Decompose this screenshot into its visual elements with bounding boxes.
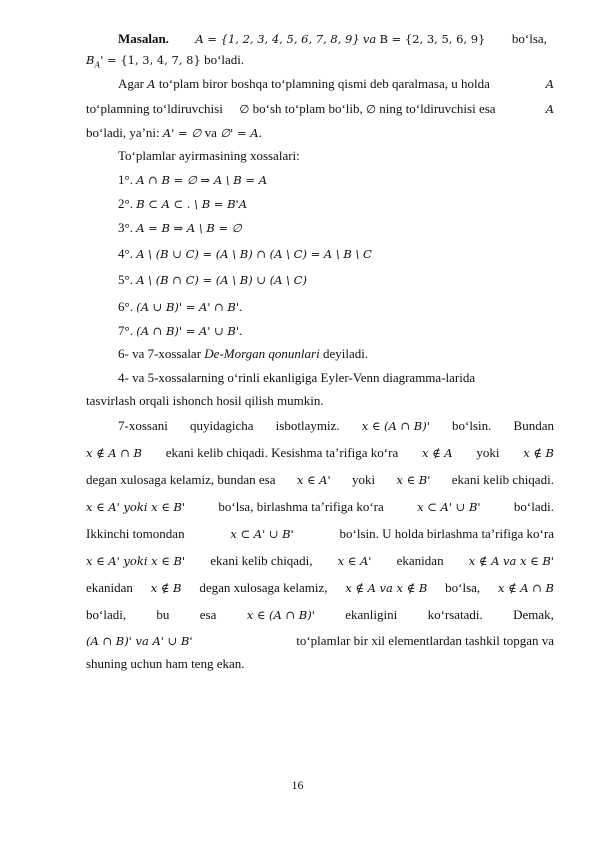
properties-heading: To‘plamlar ayirmasining xossalari:	[118, 148, 300, 163]
complement-line	[86, 52, 554, 73]
property-2: 2°. B ⊂ A ⊂ . \ B = B'A	[118, 196, 248, 211]
set-a-formula: A = {1, 2, 3, 4, 5, 6, 7, 8, 9}	[195, 32, 360, 46]
proof-line-6: x ∈ A' yoki x ∈ B' ekani kelib chiqadi, x ∈ A' ekanidan x ∉ A va x ∈ B'	[86, 553, 554, 568]
empty-set-symbol: ∅	[239, 102, 250, 116]
property-6: 6°. (A ∪ B)' = A' ∩ B'.	[118, 299, 243, 314]
proof-line-8: bo‘ladi, bu esa x ∈ (A ∩ B)' ekanligini ko‘rsatadi. Demak,	[86, 607, 554, 622]
demorgan-line: 6- va 7-xossalar De-Morgan qonunlari deyiladi.	[118, 346, 369, 361]
agar-line-3: bo‘ladi, ya’ni: A' = ∅ va ∅' = A.	[86, 125, 262, 140]
property-5: 5°. A \ (B ∩ C) = (A \ B) ∪ (A \ C)	[118, 272, 307, 287]
set-b-formula: B = {2, 3, 5, 6, 9}	[379, 32, 486, 46]
proof-line-10: shuning uchun ham teng ekan.	[86, 656, 245, 671]
property-4: 4°. A \ (B ∪ C) = (A \ B) ∩ (A \ C) = A \ B \ C	[118, 246, 372, 261]
proof-line-9: (A ∩ B)' va A' ∪ B' to‘plamlar bir xil elementlardan tashkil topgan va	[86, 633, 554, 648]
demorgan-name: De-Morgan qonunlari	[204, 346, 320, 361]
agar-line-1: Agar A to‘plam biror boshqa to‘plamning qismi deb qaralmasa, u holda A	[118, 76, 554, 91]
bolsa-word: bo‘lsa,	[511, 31, 547, 46]
boladi-word: bo‘ladi.	[204, 52, 245, 67]
proof-line-1: 7-xossani quyidagicha isbotlaymiz. x ∈ (A ∩ B)' bo‘lsin. Bundan	[118, 418, 554, 433]
proof-line-5: Ikkinchi tomondan x ⊂ A' ∪ B' bo‘lsin. U holda birlashma ta’rifiga ko‘ra	[86, 526, 554, 541]
proof-line-4: x ∈ A' yoki x ∈ B' bo‘lsa, birlashma ta’rifiga ko‘ra x ⊂ A' ∪ B' bo‘ladi.	[86, 499, 554, 514]
complement-formula: $B_A' = \{1$, 3, 4, 7, 8}	[86, 53, 201, 70]
venn-line-1: 4- va 5-xossalarning o‘rinli ekanligiga Eyler-Venn diagramma-larida	[118, 370, 476, 385]
example-title: Masalan.	[118, 31, 169, 46]
va-word: va	[362, 32, 377, 46]
proof-line-3: degan xulosaga kelamiz, bundan esa x ∈ A' yoki x ∈ B' ekani kelib chiqadi.	[86, 472, 554, 487]
page-number: 16	[291, 778, 304, 792]
proof-line-2: x ∉ A ∩ B ekani kelib chiqadi. Kesishma ta’rifiga ko‘ra x ∉ A yoki x ∉ B	[86, 445, 554, 460]
venn-line-2: tasvirlash orqali ishonch hosil qilish mumkin.	[86, 393, 324, 408]
property-3: 3°. A = B ⇒ A \ B = ∅	[118, 220, 242, 235]
proof-line-7: ekanidan x ∉ B degan xulosaga kelamiz, x ∉ A va x ∉ B bo‘lsa, x ∉ A ∩ B	[86, 580, 554, 595]
agar-line-2: to‘plamning to‘ldiruvchisi ∅ bo‘sh to‘plam bo‘lib, ∅ ning to‘ldiruvchisi esa A	[86, 101, 554, 116]
property-7: 7°. (A ∩ B)' = A' ∪ B'.	[118, 323, 243, 338]
example-line	[118, 31, 554, 47]
property-1: 1°. A ∩ B = ∅ ⇒ A \ B = A	[118, 172, 268, 187]
